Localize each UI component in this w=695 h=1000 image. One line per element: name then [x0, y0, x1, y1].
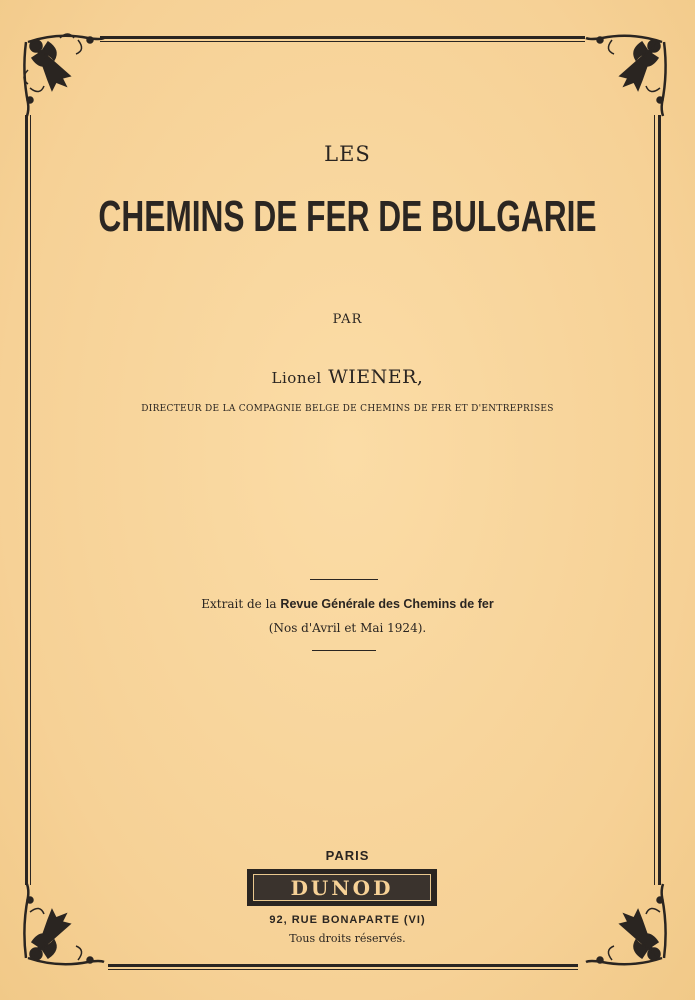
border-left	[25, 115, 28, 885]
border-right-inner	[654, 115, 655, 885]
publisher-address: 92, RUE BONAPARTE (VI)	[269, 914, 426, 926]
border-bottom	[108, 964, 578, 967]
corner-ornament-icon	[582, 28, 672, 118]
border-top	[100, 36, 585, 39]
divider-bottom	[312, 650, 376, 651]
divider-top	[310, 579, 378, 580]
publisher-name: DUNOD	[290, 875, 394, 900]
publisher-city: PARIS	[325, 848, 370, 863]
border-right	[658, 115, 661, 885]
corner-ornament-icon	[582, 882, 672, 972]
by-label: PAR	[332, 312, 363, 327]
publisher-logo-inner	[253, 874, 431, 901]
author-first-name: Lionel	[271, 369, 322, 387]
corner-ornament-icon	[18, 882, 108, 972]
issue-note: (Nos d'Avril et Mai 1924).	[268, 621, 427, 635]
extract-note	[0, 597, 695, 611]
author-last-name: WIENER,	[328, 366, 424, 388]
title-article: LES	[324, 142, 371, 166]
publisher-logo	[247, 869, 437, 906]
rights-notice: Tous droits réservés.	[289, 932, 406, 945]
author-name	[0, 366, 695, 388]
corner-ornament-icon	[18, 28, 108, 118]
journal-name: Revue Générale des Chemins de fer	[280, 597, 494, 611]
extract-prefix: Extrait de la	[201, 597, 277, 611]
author-role: DIRECTEUR DE LA COMPAGNIE BELGE DE CHEMINS DE FER ET D'ENTREPRISES	[141, 404, 554, 414]
border-top-inner	[100, 41, 585, 42]
page-title: CHEMINS DE FER DE BULGARIE	[98, 192, 597, 241]
border-left-inner	[30, 115, 31, 885]
border-bottom-inner	[108, 969, 578, 970]
